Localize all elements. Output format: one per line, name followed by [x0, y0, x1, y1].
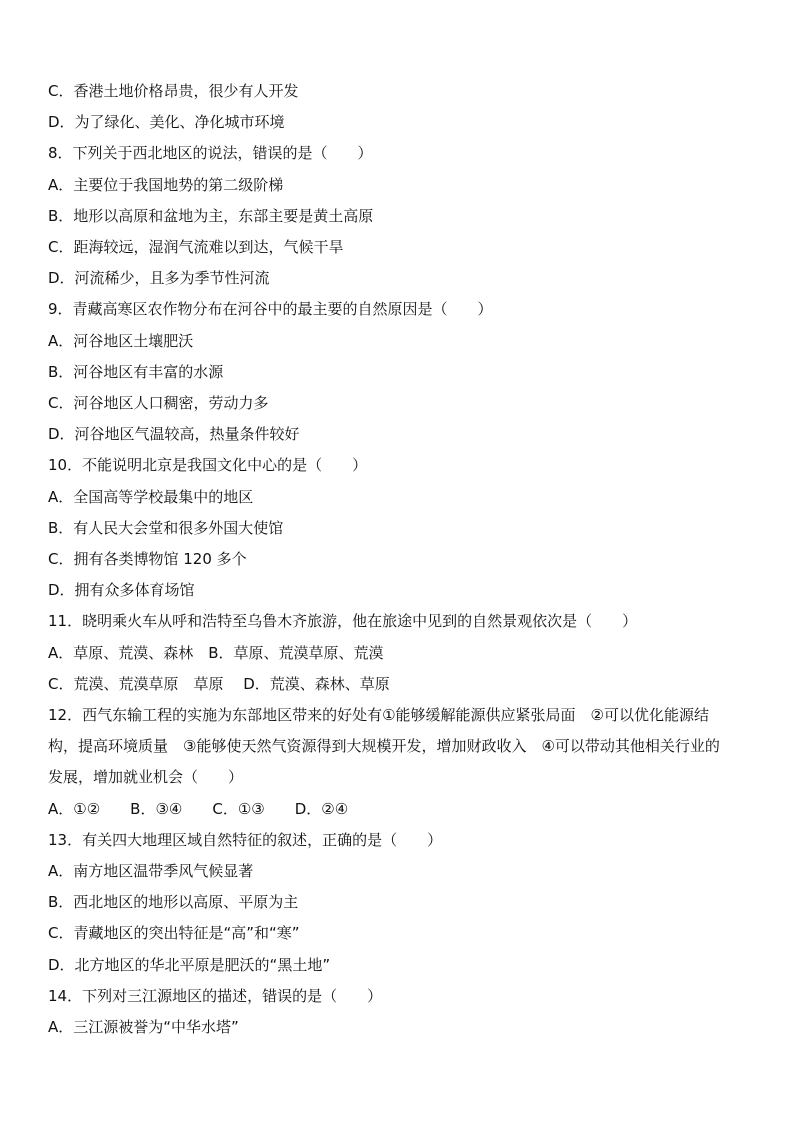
- text-line: 9．青藏高寒区农作物分布在河谷中的最主要的自然原因是（ ）: [48, 300, 493, 318]
- text-line: A．主要位于我国地势的第二级阶梯: [48, 176, 284, 194]
- text-line: B．河谷地区有丰富的水源: [48, 363, 224, 381]
- text-line: 10．不能说明北京是我国文化中心的是（ ）: [48, 456, 368, 474]
- text-line: D．北方地区的华北平原是肥沃的“黑土地”: [48, 956, 331, 974]
- text-line: 13．有关四大地理区域自然特征的叙述，正确的是（ ）: [48, 831, 443, 849]
- text-line: A．河谷地区土壤肥沃: [48, 332, 194, 350]
- text-line: B．有人民大会堂和很多外国大使馆: [48, 519, 284, 537]
- text-line: 14．下列对三江源地区的描述，错误的是（ ）: [48, 987, 383, 1005]
- text-line: A．三江源被誉为“中华水塔”: [48, 1018, 239, 1036]
- text-line: C．拥有各类博物馆 120 多个: [48, 550, 247, 568]
- text-line: 构，提高环境质量 ③能够使天然气资源得到大规模开发，增加财政收入 ④可以带动其他相关行业的: [48, 737, 720, 755]
- text-line: D．拥有众多体育场馆: [48, 581, 195, 599]
- text-line: 11．晓明乘火车从呼和浩特至乌鲁木齐旅游，他在旅途中见到的自然景观依次是（ ）: [48, 612, 638, 630]
- text-line: D．河流稀少，且多为季节性河流: [48, 269, 270, 287]
- text-line: B．地形以高原和盆地为主，东部主要是黄土高原: [48, 207, 374, 225]
- text-line: A．全国高等学校最集中的地区: [48, 488, 254, 506]
- text-line: 12．西气东输工程的实施为东部地区带来的好处有①能够缓解能源供应紧张局面 ②可以优化能源结: [48, 706, 709, 724]
- text-line: A．南方地区温带季风气候显著: [48, 862, 254, 880]
- text-line: A．草原、荒漠、森林 B．草原、荒漠草原、荒漠: [48, 644, 384, 662]
- text-line: C．青藏地区的突出特征是“高”和“寒”: [48, 924, 300, 942]
- text-line: A．①② B．③④ C．①③ D．②④: [48, 800, 349, 818]
- text-line: C．河谷地区人口稠密，劳动力多: [48, 394, 269, 412]
- text-line: D．河谷地区气温较高，热量条件较好: [48, 425, 300, 443]
- text-line: C．荒漠、荒漠草原 草原 D．荒漠、森林、草原: [48, 675, 390, 693]
- text-line: 发展，增加就业机会（ ）: [48, 768, 244, 786]
- text-line: B．西北地区的地形以高原、平原为主: [48, 893, 299, 911]
- text-line: C．距海较远，湿润气流难以到达，气候干旱: [48, 238, 344, 256]
- text-line: 8．下列关于西北地区的说法，错误的是（ ）: [48, 144, 373, 162]
- text-line: C．香港土地价格昂贵，很少有人开发: [48, 82, 299, 100]
- text-line: D．为了绿化、美化、净化城市环境: [48, 113, 285, 131]
